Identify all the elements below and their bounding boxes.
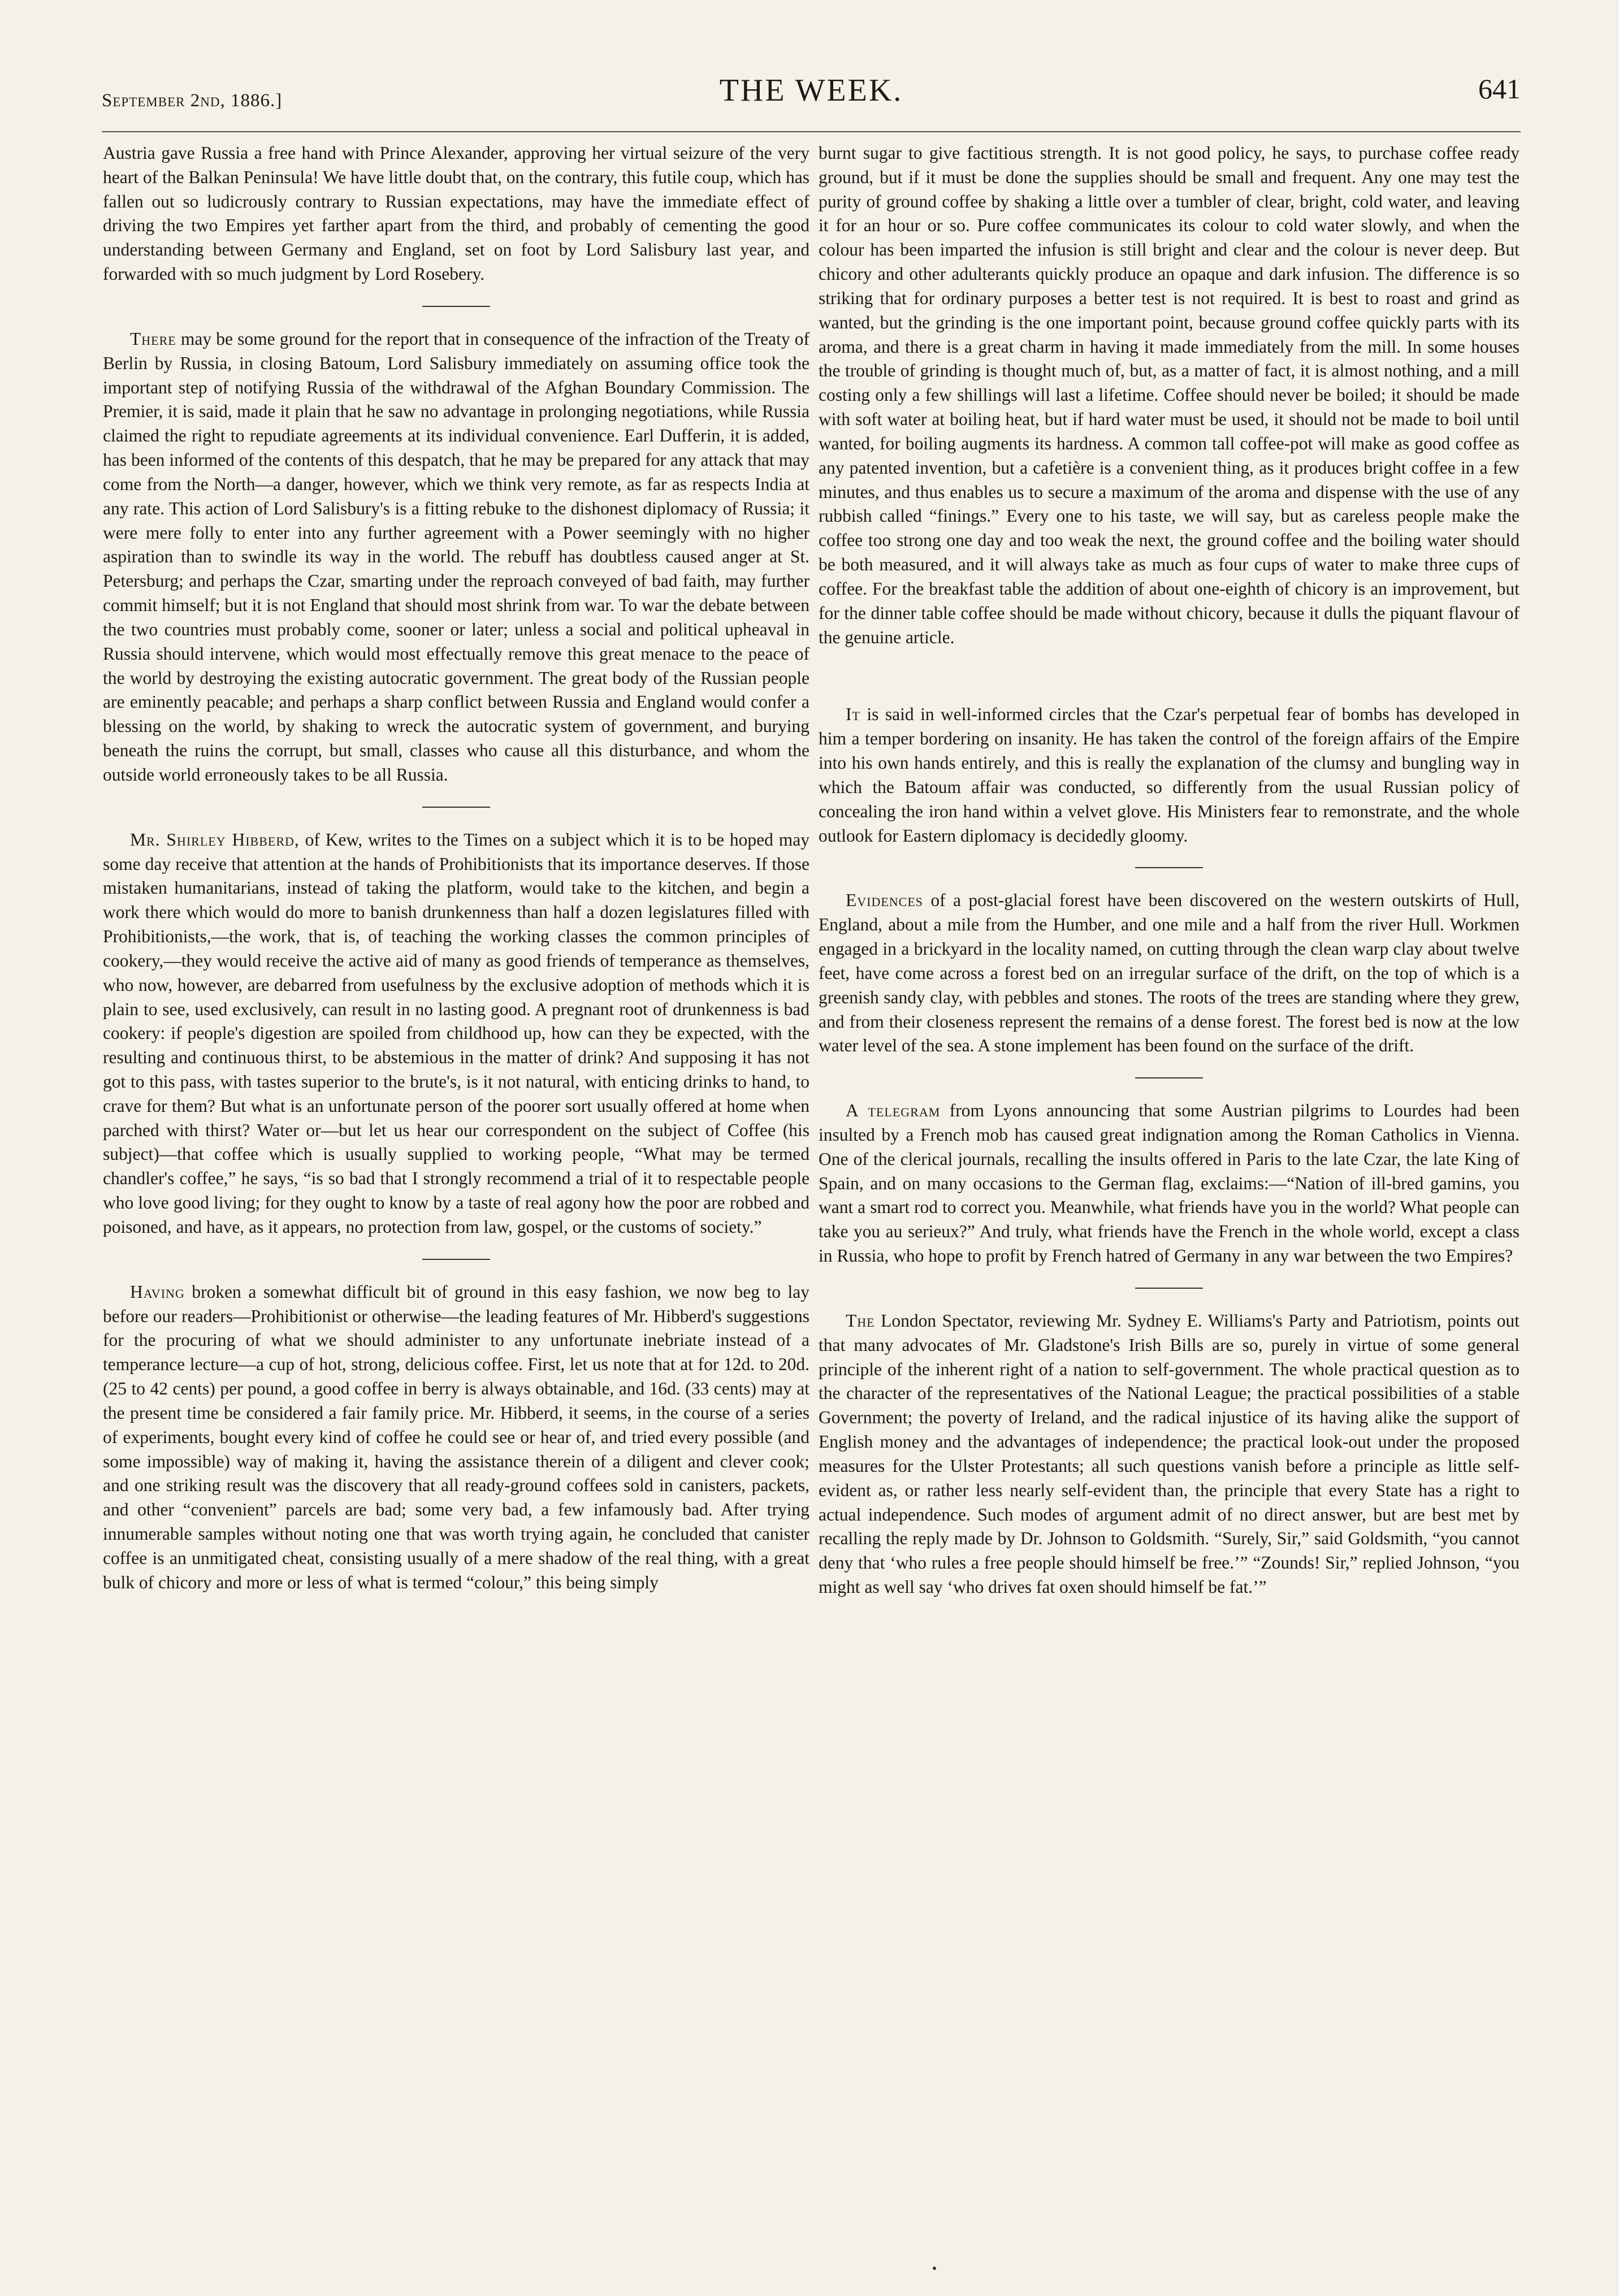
article-body: broken a somewhat difficult bit of ground in this easy fashion, we now beg to lay before our readers—Prohibitionist or otherwise—the leading features of Mr. Hibberd's suggestions for the procuring of what we should administer to any unfortunate inebriate instead of a temperance lecture—a cup of hot, strong, delicious coffee. First, let us note that at for 12d. to 20d. (25 to 42 cents) per pound, a good coffee in berry is always obtainable, and 16d. (33 cents) may at the present time be considered a fair family price. Mr. Hibberd, it seems, in the course of a series of experiments, bought every kind of coffee he could see or hear of, and tried every possible (and some impossible) way of making it, having the assistance therein of a diligent and clever cook; and one striking result was the discovery that all ready-ground coffees sold in canisters, packets, and other “convenient” parcels are bad; some very bad, a few infamously bad. After trying innumerable samples without noting one that was worth trying again, he concluded that canister coffee is an unmitigated cheat, consisting usually of a mere shadow of the real thing, with a great bulk of chicory and more or less of what is termed “colour,” this being simply <box>103 1281 810 1592</box>
lead-in: The <box>846 1310 875 1331</box>
column-gap <box>819 669 1520 703</box>
article-lourdes-telegram <box>819 1099 1520 1268</box>
lead-in: It <box>846 704 860 725</box>
page-header <box>102 68 1521 136</box>
article-body: from Lyons announcing that some Austrian pilgrims to Lourdes had been insulted by a French mob has caused great indignation among the Roman Catholics in Vienna. One of the clerical journals, recalling the insults offered in Paris to the late Czar, the late King of Spain, and on many occasions to the German flag, exclaims:—“Nation of ill-bred gamins, you want a smart rod to correct you. Meanwhile, what friends have you in the world? What people can take you au serieux?” And truly, what friends have the French in the whole world, except a class in Russia, who hope to profit by French hatred of Germany in any war between the two Empires? <box>819 1101 1520 1266</box>
issue-date: September 2nd, 1886.] <box>102 90 283 111</box>
article-body: London Spectator, reviewing Mr. Sydney E. Williams's Party and Patriotism, points out that many advocates of Mr. Gladstone's Irish Bills are so, purely in virtue of some general principle of the inherent right of a nation to self-government. The whole practical question as to the character of the representatives of the National League; the practical possibilities of a stable Government; the poverty of Ireland, and the radical injustice of its having alike the support of English money and the advantages of independence; the practical look-out under the proposed measures for the Ulster Protestants; all such questions vanish before a principle as little self-evident as, or rather less nearly self-evident than, the principle that every State has a right to actual independence. Such modes of argument admit of no direct answer, but are best met by recalling the reply made by Dr. Johnson to Goldsmith. “Surely, Sir,” said Goldsmith, “you cannot deny that ‘who rules a free people should himself be free.’” “Zounds! Sir,” replied Johnson, “you might as well say ‘who drives fat oxen should himself be fat.’” <box>819 1310 1520 1597</box>
article-separator <box>422 1259 490 1260</box>
article-separator <box>1135 867 1203 868</box>
lead-in: Evidences <box>846 890 924 911</box>
header-rule <box>102 131 1521 132</box>
article-hibberd-coffee <box>103 828 810 1240</box>
publication-title: THE WEEK. <box>719 73 903 108</box>
left-column <box>103 141 810 1614</box>
article-separator <box>1135 1077 1203 1078</box>
page-number: 641 <box>1478 73 1521 105</box>
lead-in: A telegram <box>846 1101 941 1121</box>
lead-in: Having <box>130 1281 185 1302</box>
article-body: of Kew, writes to the Times on a subject which it is to be hoped may some day receive that attention at the hands of Prohibitionists that its importance deserves. If those mistaken humanitarians, instead of taking the platform, would take to the kitchen, and begin a work there which would do more to banish drunkenness than half a dozen legislatures filled with Prohibitionists,—the work, that is, of teaching the working classes the common principles of cookery,—they would receive the active aid of many as good friends of temperance as themselves, who now, however, are debarred from usefulness by the exclusive adoption of methods which it is plain to see, used exclusively, can result in no lasting good. A pregnant root of drunkenness is bad cookery: if people's digestion are spoiled from childhood up, how can they be expected, with the resulting and continuous thirst, to be abstemious in the matter of drink? And supposing it has not got to this pass, with tastes superior to the brute's, is it not natural, with enticing drinks to hand, to crave for them? But what is an unfortunate person of the poorer sort usually offered at home when parched with thirst? Water or—but let us hear our correspondent on the subject of Coffee (his subject)—that coffee which is usually supplied to working people, “What may be termed chandler's coffee,” he says, “is so bad that I strongly recommend a trial of it to respectable people who love good living; for they ought to know by a taste of real agony how the poor are robbed and poisoned, and have, as it appears, no protection from law, gospel, or the customs of society.” <box>103 829 810 1237</box>
article-body: may be some ground for the report that in consequence of the infraction of the Treaty of Berlin by Russia, in closing Batoum, Lord Salisbury immediately on assuming office took the important step of notifying Russia of the withdrawal of the Afghan Boundary Commission. The Premier, it is said, made it plain that he saw no advantage in prolonging negotiations, while Russia claimed the right to repudiate agreements at its individual convenience. Earl Dufferin, it is added, has been informed of the contents of this despatch, that he may be prepared for any attack that may come from the North—a danger, however, which we think very remote, as far as respects India at any rate. This action of Lord Salisbury's is a fitting rebuke to the dishonest diplomacy of Russia; it were mere folly to enter into any further agreement with a Power seemingly with no higher aspiration than to swindle its way in the world. The rebuff has doubtless caused anger at St. Petersburg; and perhaps the Czar, smarting under the reproach conveyed of bad faith, may further commit himself; but it is not England that should most shrink from war. To war the debate between the two countries must probably come, sooner or later; unless a social and political upheaval in Russia should intervene, which would most effectually remove this great menace to the peace of the world by destroying the existing autocratic government. The great body of the Russian people are eminently peacable; and perhaps a sharp conflict between Russia and England would confer a blessing on the world, by shaking to wreck the autocratic system of government, and burying beneath the ruins the corrupt, but small, classes who cause all this disturbance, and whom the outside world erroneously takes to be all Russia. <box>103 328 810 785</box>
article-body: is said in well-informed circles that the Czar's perpetual fear of bombs has developed in him a temper bordering on insanity. He has taken the control of the foreign affairs of the Empire into his own hands entirely, and this is really the explanation of the clumsy and bungling way in which the Batoum affair was conducted, so differently from the usual Russian policy of concealing the iron hand within a velvet glove. His Ministers fear to remonstrate, and the whole outlook for Eastern diplomacy is decidedly gloomy. <box>819 704 1520 846</box>
article-spectator-review <box>819 1309 1520 1600</box>
article-separator <box>422 807 490 808</box>
article-continuation-austria: Austria gave Russia a free hand with Prince Alexander, approving her virtual seizure of the very heart of the Balkan Peninsula! We have little doubt that, on the contrary, this futile coup, which has fallen out so ludicrously contrary to Russian expectations, may have the immediate effect of driving the two Empires yet farther apart from the third, and probably of cementing the good understanding between Germany and England, set on foot by Lord Salisbury last year, and forwarded with so much judgment by Lord Rosebery. <box>103 143 810 284</box>
article-batoum-salisbury <box>103 327 810 787</box>
article-body: of a post-glacial forest have been discovered on the western outskirts of Hull, England, about a mile from the Humber, and one mile and a half from the river Hull. Workmen engaged in a brickyard in the locality named, on cutting through the clean warp clay about twelve feet, have come across a forest bed on an irregular surface of the drift, on the top of which is a greenish sandy clay, with pebbles and stones. The roots of the trees are standing where they grew, and from their closeness represent the remains of a dense forest. The forest bed is now at the low water level of the sea. A stone implement has been found on the surface of the drift. <box>819 890 1520 1056</box>
article-separator <box>1135 1288 1203 1289</box>
article-continuation-coffee: burnt sugar to give factitious strength. It is not good policy, he says, to purchase coffee ready ground, but if it must be done the supplies should be small and frequent. Any one may test the purity of ground coffee by shaking a little over a tumbler of clear, bright, cold water, and leaving it for an hour or so. Pure coffee communicates its colour to cold water slowly, and when the colour has been imparted the infusion is still bright and clear and the colour is never deep. But chicory and other adulterants quickly produce an opaque and dark infusion. The difference is so striking that for ordinary purposes a better test is not required. It is best to roast and grind as wanted, but the grinding is the one important point, because ground coffee quickly parts with its aroma, and there is a great charm in having it made immediately from the mill. In some houses the trouble of grinding is thought much of, but, as a matter of fact, it is almost nothing, and a mill costing only a few shillings will last a lifetime. Coffee should never be boiled; it should be made with soft water at boiling heat, but if hard water must be used, it should not be made to boil until wanted, for boiling augments its hardness. A common tall coffee-pot will make as good coffee as any patented invention, but a cafetière is a convenient thing, as it produces bright coffee in a few minutes, and thus enables us to secure a maximum of the aroma and dispense with the use of any rubbish called “finings.” Every one to his taste, we will say, but as careless people make the coffee too strong one day and too weak the next, the ground coffee and the boiling water should be both measured, and it will always take as much as four cups of water to make three cups of coffee. For the breakfast table the addition of about one-eighth of chicory is an improvement, but for the dinner table coffee should be made without chicory, because it dulls the piquant flavour of the genuine article. <box>819 143 1520 647</box>
lead-in: Mr. Shirley Hibberd, <box>130 829 300 850</box>
article-separator <box>422 306 490 307</box>
print-mark <box>933 2267 936 2270</box>
article-czar-fear <box>819 703 1520 848</box>
lead-in: There <box>130 328 176 349</box>
article-hull-forest <box>819 889 1520 1058</box>
article-coffee-suggestions <box>103 1280 810 1595</box>
right-column <box>819 141 1520 1619</box>
